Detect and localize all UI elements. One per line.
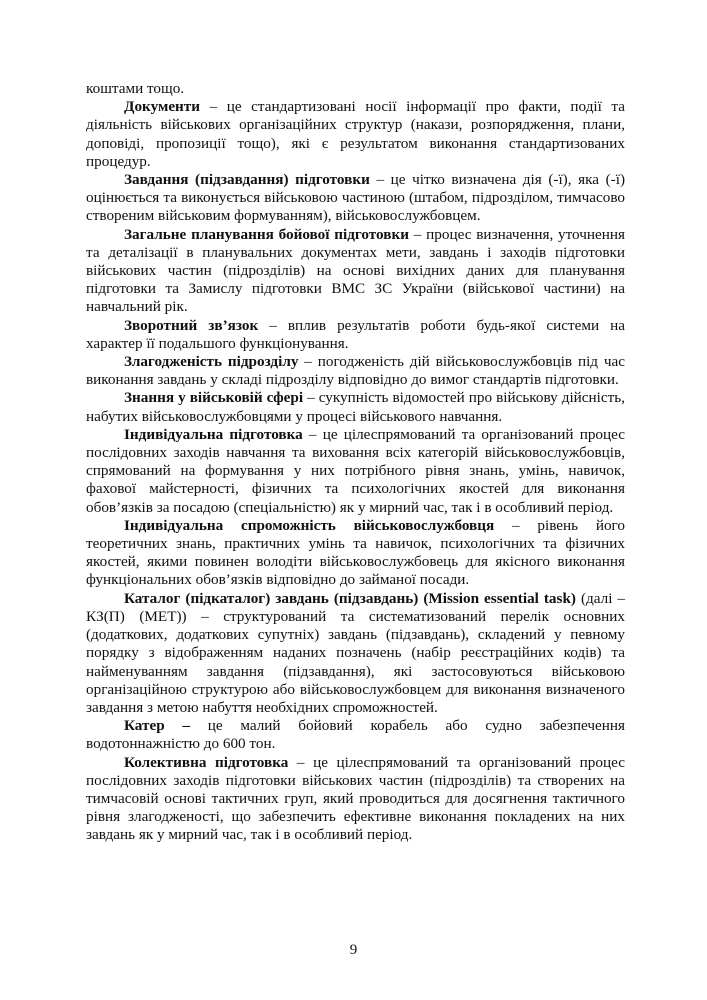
- term-separator: –: [298, 353, 318, 371]
- term-separator: [190, 717, 208, 734]
- term-separator: –: [258, 316, 288, 334]
- glossary-entry: [86, 717, 625, 753]
- glossary-term: Завдання (підзавдання) підготовки: [124, 171, 370, 189]
- glossary-entries: [86, 98, 625, 844]
- glossary-definition: це цілеспрямований та організований процес послідовних заходів навчання та виховання всіх категорій військовослужбовців, спрямований на формування у них потрібного рівня знань, умінь, навичок, фахової майстерності, фізичних та психологічних якостей для виконання обов’язків за посадою (спеціальністю) як у мирний час, так і в особливий період.: [86, 425, 625, 516]
- glossary-term: Індивідуальна спроможність військовослужбовця: [124, 516, 495, 534]
- glossary-entry: [86, 754, 625, 845]
- glossary-entry: [86, 317, 625, 353]
- glossary-definition: вплив результатів роботи будь-якої системи на характер її подальшого функціонування.: [86, 316, 626, 352]
- glossary-definition: це цілеспрямований та організований процес послідовних заходів підготовки військових частин (підрозділів) та створених на тимчасовій основі тактичних груп, який проводиться для досягнення тактичного рівня злагодженості, що забезпечить ефективне виконання покладених на них завдань як у мирний час, так і в особливий період.: [86, 753, 625, 844]
- glossary-entry: [86, 171, 625, 226]
- glossary-term: Катер –: [124, 717, 190, 735]
- term-separator: –: [302, 425, 323, 443]
- term-separator: –: [303, 389, 319, 407]
- term-separator: –: [494, 516, 538, 534]
- glossary-entry: [86, 353, 625, 389]
- glossary-term: Колективна підготовка: [124, 753, 289, 771]
- term-separator: –: [288, 753, 314, 771]
- glossary-term: Зворотний зв’язок: [124, 316, 259, 334]
- page-number: 9: [349, 942, 358, 958]
- glossary-term: Індивідуальна підготовка: [124, 425, 303, 443]
- glossary-entry: [86, 517, 625, 590]
- glossary-term: Каталог (підкаталог) завдань (підзавдань) (Mission essential task): [124, 589, 576, 607]
- glossary-definition: це чітко визначена дія (-ї), яка (-ї) оцінюється та виконується військовою частиною (штабом, підрозділом, тимчасово створеним військовим формуванням), військовослужбовцем.: [86, 171, 625, 225]
- glossary-definition: це стандартизовані носії інформації про факти, події та діяльність військових організаційних структур (накази, розпорядження, плани, доповіді, пропозиції тощо), які є результатом виконання стандартизованих процедур.: [86, 98, 625, 170]
- glossary-definition: сукупність відомостей про військову дійсність, набутих військовослужбовцями у процесі військового навчання.: [86, 389, 625, 425]
- glossary-term: Документи: [124, 98, 201, 116]
- term-separator: –: [408, 225, 427, 243]
- glossary-entry: [86, 426, 625, 517]
- glossary-entry: [86, 590, 625, 717]
- term-separator: –: [369, 171, 391, 189]
- continuation-text: коштами тощо.: [86, 80, 185, 97]
- glossary-definition: (далі – КЗ(П) (МЕТ)) – структурований та систематизований перелік основних (додаткових, додаткових супутніх) завдань (підзавдань), складений у певному порядку з відображенням наданих позначень (набір реєстраційних кодів) та найменуванням завдання (підзавдання), які застосовуються військовою організаційною структурою або військовослужбовцем для виконання визначеного завдання з метою набуття необхідних спроможностей.: [86, 589, 625, 716]
- glossary-entry: [86, 98, 625, 171]
- glossary-definition: рівень його теоретичних знань, практичних умінь та навичок, психологічних та фізичних якостей, якими повинен володіти військовослужбовець для якісного виконання функціональних обов’язків відповідно до займаної посади.: [86, 516, 626, 589]
- glossary-term: Загальне планування бойової підготовки: [124, 225, 409, 243]
- glossary-entry: [86, 389, 625, 425]
- term-separator: –: [200, 98, 227, 116]
- glossary-term: Знання у військовій сфері: [124, 389, 304, 407]
- document-body: [86, 80, 625, 845]
- glossary-term: Злагодженість підрозділу: [124, 353, 299, 371]
- glossary-entry: [86, 226, 625, 317]
- glossary-definition: погодженість дій військовослужбовців під час виконання завдань у складі підрозділу відповідно до вимог стандартів підготовки.: [86, 353, 625, 389]
- glossary-definition: процес визначення, уточнення та деталізації в планувальних документах мети, завдань і заходів підготовки військових частин (підрозділів) на основі вихідних даних для планування підготовки та Замислу підготовки ВМС ЗС України (військової частини) на навчальний рік.: [86, 225, 626, 316]
- glossary-definition: це малий бойовий корабель або судно забезпечення водотоннажністю до 600 тон.: [86, 717, 625, 753]
